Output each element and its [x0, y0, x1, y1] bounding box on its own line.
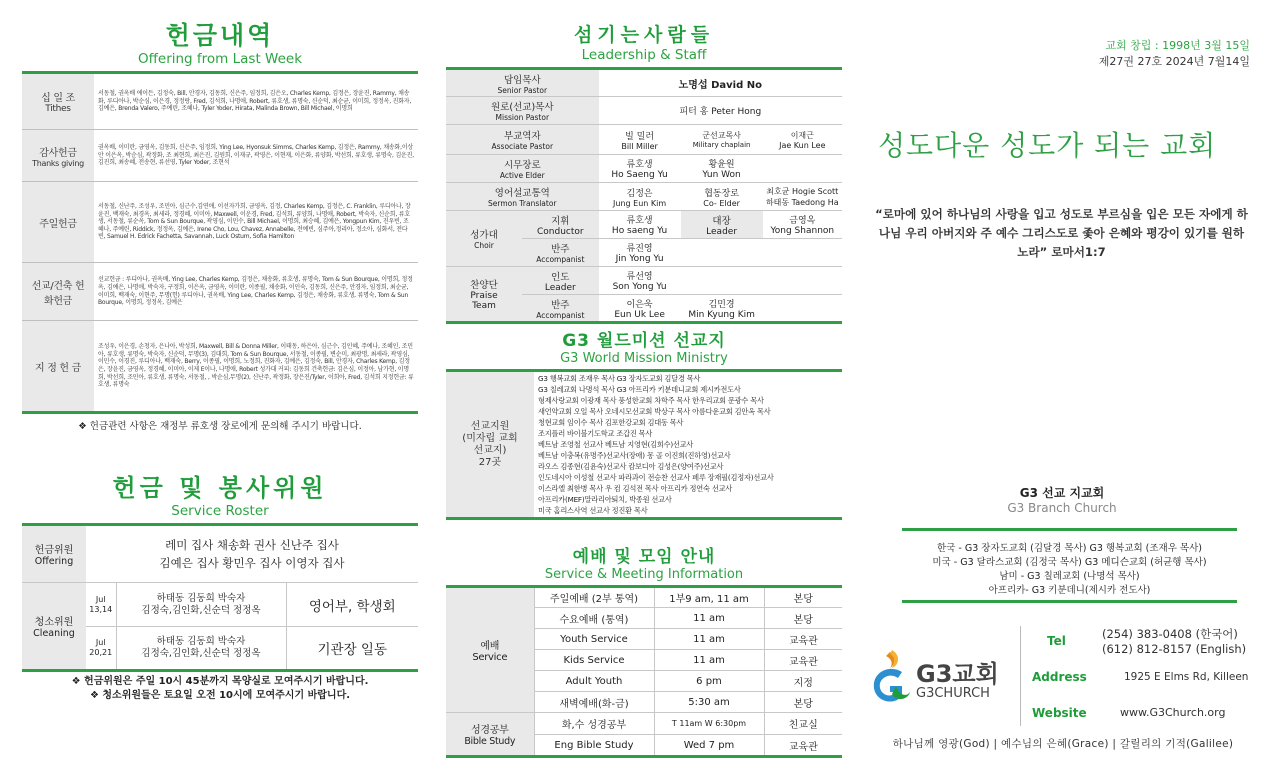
meetings-table	[446, 585, 842, 758]
church-motto: 성도다운 성도가 되는 교회	[878, 129, 1217, 162]
cleaning-names: 김정숙,김인화,신순덕 정정옥	[141, 604, 261, 616]
mission-line: 라오스 김종현(김윤숙)선교사 캄보디아 김성은(양여주)선교사	[538, 462, 724, 471]
staff-name-en: Ho saeng Yu	[611, 226, 668, 236]
offering-names: 권옥배, 이미란, 금영옥, 김동희, 신은주, 임정희, Ying Lee, Hyonsuk Simms, Charles Kemp, 김정은, Rammy, 채송화,이상안 이은옥, 박순심, 곽정화, 조 최현희, 최은진, 김원희, 이재규, 곽영은, 이현재, 이은화, 류양화, 박선희, 류호생, 류명숙, 김운진, 김진희, 최송혜, 전송현, 류선영, Tyler Yoder, 조현석	[94, 130, 418, 182]
staff-row	[446, 267, 842, 295]
meeting-place: 교육관	[764, 629, 842, 650]
meeting-time: 1부9 am, 11 am	[654, 587, 764, 608]
staff-name: 빌 밀러	[625, 131, 655, 142]
mission-line: G3 칠레교회 나명석 목사 G3 아프리카 키분데니교회 제시카전도사	[538, 385, 741, 394]
mission-subtitle: G3 World Mission Ministry	[560, 351, 728, 366]
meetings-label-en: Bible Study	[464, 736, 516, 747]
roster-offering-label: 헌금위원	[34, 545, 74, 556]
cleaning-group: 영어부, 학생회	[286, 583, 418, 627]
staff-name: 류선영	[626, 272, 653, 282]
staff-role: 원로(선교)목사	[491, 102, 554, 113]
staff-role-en: Senior Pastor	[497, 85, 548, 95]
staff-name-en: Yun Won	[702, 170, 741, 180]
tel-english: (612) 812-8157 (English)	[1102, 642, 1247, 656]
meeting-name: Youth Service	[534, 629, 654, 650]
staff-name-en: Bill Miller	[621, 141, 658, 151]
staff-role-en: Leader	[706, 226, 738, 237]
staff-role-en: Accompanist	[536, 255, 585, 264]
contact-divider	[1020, 626, 1021, 726]
staff-role: 성가대	[470, 230, 498, 241]
meeting-name: Adult Youth	[534, 671, 654, 692]
staff-name: 금영옥	[789, 216, 816, 226]
meeting-name: 화,수 성경공부	[534, 713, 654, 735]
meeting-place: 본당	[764, 608, 842, 629]
offering-label-en: Tithes	[45, 104, 71, 114]
meeting-place: 본당	[764, 587, 842, 608]
website-label: Website	[1032, 706, 1087, 720]
meeting-place: 교육관	[764, 735, 842, 757]
staff-role-en: Active Elder	[499, 171, 545, 180]
staff-subtitle: Leadership & Staff	[581, 47, 707, 63]
mission-list	[534, 371, 842, 519]
logo-subtext: G3CHURCH	[916, 686, 990, 701]
offering-row	[22, 321, 418, 413]
offering-row	[22, 182, 418, 263]
meeting-time: 6 pm	[654, 671, 764, 692]
offering-label: 감사헌금	[39, 147, 77, 159]
staff-name: 류호생	[626, 216, 653, 226]
offering-title: 헌금내역	[165, 21, 275, 50]
staff-role-en: Mission Pastor	[495, 113, 550, 122]
tel-korean: (254) 383-0408 (한국어)	[1102, 627, 1238, 641]
branch-subtitle: G3 Branch Church	[1007, 501, 1117, 515]
bible-verse: “로마에 있어 하나님의 사랑을 입고 성도로 부르심을 입은 모든 자에게 하나님 우리 아버지와 주 예수 그리스도로 좇아 은혜와 평강이 있기를 원하노라” 로마서1:7	[875, 207, 1248, 259]
mission-line: 새언약교회 오일 목사 오네시모선교회 박상구 목사 아름다운교회 김안옥 목사	[538, 407, 771, 416]
cleaning-names: 하태동 김동희 박숙자	[156, 636, 246, 647]
offering-note: ❖ 헌금관련 사항은 재정부 류호생 장로에게 문의해 주시기 바랍니다.	[78, 421, 362, 432]
cleaning-date: 13,14	[89, 604, 113, 614]
meetings-label: 성경공부	[471, 725, 509, 736]
staff-role-en: Praise	[470, 291, 498, 301]
mission-label: 선교지원	[470, 420, 510, 432]
staff-role: 부교역자	[503, 131, 541, 142]
website-link[interactable]: www.G3Church.org	[1120, 706, 1226, 719]
roster-subtitle: Service Roster	[171, 503, 269, 519]
mission-table	[446, 369, 842, 520]
meetings-label: 예배	[480, 641, 500, 652]
cleaning-names: 김정숙,김인화,신순덕 정정옥	[141, 648, 261, 659]
church-column	[862, 0, 1262, 777]
meeting-name: 새벽예배(화-금)	[534, 692, 654, 713]
staff-column	[446, 0, 842, 777]
offering-subtitle: Offering from Last Week	[137, 51, 303, 67]
meeting-time: 11 am	[654, 629, 764, 650]
staff-role: 지휘	[551, 215, 570, 227]
offering-label-en: Thanks giving	[32, 158, 84, 168]
cleaning-names: 하태동 김동희 박숙자	[156, 592, 246, 604]
staff-name: 류진영	[626, 244, 653, 254]
staff-role: 반주	[551, 244, 570, 255]
staff-row	[446, 125, 842, 155]
staff-title: 섬기는사람들	[573, 24, 715, 46]
roster-offering-label-en: Offering	[34, 556, 74, 567]
offering-row	[22, 130, 418, 182]
staff-name-en: Son Yong Yu	[612, 282, 667, 292]
meeting-time: 5:30 am	[654, 692, 764, 713]
meeting-place: 친교실	[764, 713, 842, 735]
meetings-title: 예배 및 모임 안내	[572, 547, 716, 567]
meeting-time: T 11am W 6:30pm	[654, 713, 764, 735]
offering-names: 선교헌금 : 루디아나, 권옥배, Ying Lee, Charles Kemp, 김정은, 채송화, 류호생, 류명숙, Tom & Sun Bourque, 이명희, 정정옥, 김예은, 나명애, 박숙자, 구정희, 이은옥, 금영옥, 이미란, 이종필, 채송화, 이인숙, 김동희, 신은주, 안경자, 임정희, 최순균, 이미희, 백재숙, 이현주, 무명(헌) 루디아나, 권옥배, Ying Lee, Charles Kemp, 김정은, 채송화, 류호생, 류명숙, Tom & Sun Bourque, 이명희, 정정옥, 김예은	[94, 263, 418, 321]
staff-name-en: Military chaplain	[692, 141, 751, 149]
branch-item: 미국 - G3 달라스교회 (김정국 목사) G3 메디슨교회 (허균행 목사)	[932, 557, 1207, 568]
cleaning-group: 기관장 일동	[286, 627, 418, 671]
staff-row	[446, 211, 842, 239]
staff-role-en: Accompanist	[536, 310, 585, 320]
staff-role: 영어설교통역	[494, 188, 550, 199]
staff-role-en: Conductor	[536, 226, 584, 237]
mission-line: G3 행복교회 조재우 목사 G3 장자도교회 김달경 목사	[538, 374, 701, 383]
staff-role: 시무장로	[503, 160, 541, 171]
offering-table	[22, 71, 418, 414]
mission-title: G3 월드미션 선교지	[562, 331, 726, 351]
logo-text: G3교회	[916, 660, 999, 688]
meeting-name: Kids Service	[534, 650, 654, 671]
staff-name: 황윤원	[708, 160, 735, 170]
cleaning-date: 20,21	[89, 648, 113, 657]
meeting-row	[446, 587, 842, 608]
staff-name-en: Yong Shannon	[770, 226, 835, 236]
church-logo	[868, 648, 1020, 708]
offering-label: 지 정 헌 금	[34, 362, 82, 374]
mission-line: 아프리카(MEF)말라리아퇴치, 박종원 선교사	[538, 495, 672, 504]
roster-note: ❖ 청소위원들은 토요일 오전 10시에 모여주시기 바랍니다.	[89, 690, 351, 701]
staff-role: 대장	[712, 215, 731, 227]
meeting-time: Wed 7 pm	[654, 735, 764, 757]
staff-row	[446, 69, 842, 97]
tel-label: Tel	[1047, 634, 1066, 648]
staff-row	[446, 155, 842, 183]
offering-label: 주일헌금	[39, 218, 77, 230]
staff-name-en: Co- Elder	[703, 198, 740, 208]
staff-name-en: Eun Uk Lee	[614, 309, 665, 320]
staff-name-en: Jung Eun Kim	[613, 198, 667, 208]
offering-label: 선교/건축 헌화헌금	[31, 280, 85, 307]
staff-name: 김정은	[626, 188, 653, 199]
meeting-name: 주일예배 (2부 통역)	[534, 587, 654, 608]
staff-name: 이은욱	[626, 299, 653, 310]
staff-role-en: Team	[472, 301, 496, 311]
founded-date: 교회 창립 : 1998년 3월 15일	[1105, 39, 1250, 52]
mission-line: 청현교회 임이수 목사 김포한강교회 김대동 목사	[538, 418, 684, 427]
staff-name: 류호생	[626, 160, 653, 170]
staff-name-en: Ho Saeng Yu	[611, 170, 668, 180]
staff-row	[446, 97, 842, 125]
mission-line: 이스라엘 최한병 목사 우 컴 김석전 목사 아프리카 정연숙 선교사	[538, 484, 733, 493]
staff-name: 이재근	[790, 130, 814, 140]
branch-item: 아프리카- G3 키분데니(제시카 전도사)	[988, 585, 1151, 596]
staff-role: 찬양단	[470, 280, 498, 291]
meeting-name: Eng Bible Study	[534, 735, 654, 757]
mission-line: 인도네시아 이성철 선교사 파라과이 전승찬 선교사 페루 장재필(김정자)선교사	[538, 473, 774, 482]
meeting-place: 지정	[764, 671, 842, 692]
offering-names: 조성우, 이은경, 손청자, 은나아, 박성희, Maxwell, Bill & Donna Miller, 이태동, 하은아, 심근수, 김인혜, 주예나, 조혜인, 조민아, 류호생, 류명숙, 박숙자, 신순덕, 무명(3), 김대희, Tom & Sun Bourque, 서동철, 이종필, 변순미, 최광명, 최세라, 곽영심, 이민수, 이경진, 루디아나, 백재숙, Berry, 이종필, 이명희, 노정희, 진화자, 김예은, 김정숙, Bill, 안경자, Charles Kemp, 김정은, 장윤진, 금영옥, 정경혜, 이미아, 이제 E이나, 나명애, Robert 성가대 커피: 김동희 건축헌금: 김은심, 이정아, 남가현, 이명희, 박선희, 조민아, 류호생, 류명숙, 서동철, , 박순심,무명(2), 신난주, 곽정화, 장은진/Tyler, 이희아, Fred, 김석희 지정헌금: 류호생, 류명숙	[94, 321, 418, 413]
staff-row	[446, 183, 842, 211]
staff-name: 김민경	[708, 299, 735, 310]
meeting-place: 교육관	[764, 650, 842, 671]
roster-offering-line: 레미 집사 채송화 권사 신난주 집사	[165, 538, 339, 552]
staff-name: 노명섭 David No	[599, 69, 842, 97]
staff-role-en: Sermon Translator	[488, 199, 557, 208]
branch-title: G3 선교 지교회	[1019, 486, 1105, 500]
mission-line: 베트남 조영철 선교사 베트남 지영현(김희수)선교사	[538, 440, 694, 449]
offering-label: 십 일 조	[41, 93, 75, 104]
staff-name-en: Min Kyung Kim	[688, 309, 755, 320]
meeting-row	[446, 713, 842, 735]
branch-item: 한국 - G3 장자도교회 (김달경 목사) G3 행복교회 (조재우 목사)	[937, 543, 1202, 554]
address-value: 1925 E Elms Rd, Killeen	[1124, 671, 1249, 683]
roster-cleaning-label-en: Cleaning	[33, 628, 75, 639]
roster-cleaning-row	[22, 583, 418, 627]
mission-line: 조지플러 바이블기도학교 조갑진 목사	[538, 429, 653, 438]
mission-label: 27곳	[478, 456, 502, 468]
offering-names: 서동철, 신난주, 조성우, 조민아, 심근수,김연애, 이선자가희, 금영옥, 김정, Charles Kemp, 김정은, C. Franklin, 루디아나, 장윤진, 백재숙, 최경옥, 최세라, 정경혜, 이미아, Maxwell, 이운경, Fred, 김석희, 류양희, 나명애, Robert, 박숙자, 신순희, 류호생, 서동철, 류순옥, Tom & Sun Bourque, 곽영심, 이민수, Bill Michael, 이명희, 최승혜, 김예은, Yongpun Kim, 진우빈, 조혜나, 주예린, Riddick, 정정옥, 김예은, Irene Cho, Lou, Chavez, Annabelle, 전예빈, 심주아,정리아, 정소아, 심화서, 전다빈, Samuel H. Edrick Fachetta, Savannah, Luck Ostum, Sofia Hamilton	[94, 182, 418, 263]
staff-name: 최호균 Hogie Scott	[766, 186, 839, 196]
staff-role: 인도	[551, 271, 570, 283]
g3-logo-icon	[868, 648, 912, 708]
cleaning-date: Jul	[95, 594, 106, 604]
mission-line: 베트남 이충복(유명주)선교사(장애) 몽 골 이진희(진하영)선교사	[538, 451, 731, 460]
mission-label: (미자립 교회	[462, 432, 518, 444]
offering-column	[22, 0, 418, 777]
meeting-place: 본당	[764, 692, 842, 713]
staff-name: 군선교목사	[702, 131, 741, 140]
staff-role-en: Choir	[474, 241, 494, 250]
meetings-subtitle: Service & Meeting Information	[544, 567, 744, 582]
offering-row	[22, 263, 418, 321]
meeting-time: 11 am	[654, 608, 764, 629]
address-label: Address	[1032, 670, 1087, 684]
offering-names: 서동철, 권옥배 에이든, 김정숙, Bill, 안경자, 김동희, 신은주, 임정희, 김은오, Charles Kemp, 김정은, 장윤진, Rammy, 채송화, 루디아나, 박순심, 이은경, 정정랑, Fred, 김석희, 나명애, Robert, 류호생, 류명숙, 신순덕, 최순균, 이미희, 정정옥, 진화자, 김예은, Brenda Valero, 주예린, 조혜나, Tyler Yoder, Hirata, Malinda Brown, Bill Michael, 이명희	[94, 73, 418, 130]
staff-name-en: 하태동 Taedong Ha	[765, 197, 839, 207]
roster-note: ❖ 헌금위원은 주일 10시 45분까지 목양실로 모여주시기 바랍니다.	[71, 676, 369, 687]
staff-role: 반주	[551, 299, 570, 311]
meeting-name: 수요예배 (통역)	[534, 608, 654, 629]
staff-table	[446, 67, 842, 324]
roster-table	[22, 523, 418, 672]
staff-role: 담임목사	[503, 74, 541, 86]
staff-role-en: Associate Pastor	[491, 142, 554, 151]
footer-tagline: 하나님께 영광(God) | 예수님의 은혜(Grace) | 갈릴리의 기적(Galilee)	[892, 738, 1234, 750]
issue-info: 제27권 27호 2024년 7월14일	[1098, 55, 1250, 68]
roster-title: 헌금 및 봉사위원	[112, 474, 328, 502]
roster-cleaning-label: 청소위원	[34, 617, 74, 628]
mission-line: 형제사랑교회 이광재 목사 풍성한교회 차학주 목사 한우리교회 문광수 목사	[538, 396, 764, 405]
cleaning-date: Jul	[95, 638, 106, 647]
meeting-time: 11 am	[654, 650, 764, 671]
branch-list	[902, 528, 1237, 603]
meetings-label-en: Service	[472, 652, 508, 663]
staff-name: 피터 홍 Peter Hong	[599, 97, 842, 125]
staff-name-en: Jae Kun Lee	[779, 140, 826, 150]
staff-name: 협동장로	[704, 188, 739, 199]
roster-offering-row	[22, 525, 418, 583]
mission-line: 미국 홈리스사역 선교사 정진환 목사	[538, 506, 648, 515]
roster-offering-line: 김예은 집사 황민우 집사 이영자 집사	[159, 556, 345, 570]
offering-row	[22, 73, 418, 130]
staff-role-en: Leader	[544, 282, 576, 293]
branch-item: 남미 - G3 칠레교회 (나명석 목사)	[999, 571, 1140, 582]
staff-name-en: Jin Yong Yu	[615, 254, 664, 264]
mission-label: 선교지)	[473, 444, 507, 456]
